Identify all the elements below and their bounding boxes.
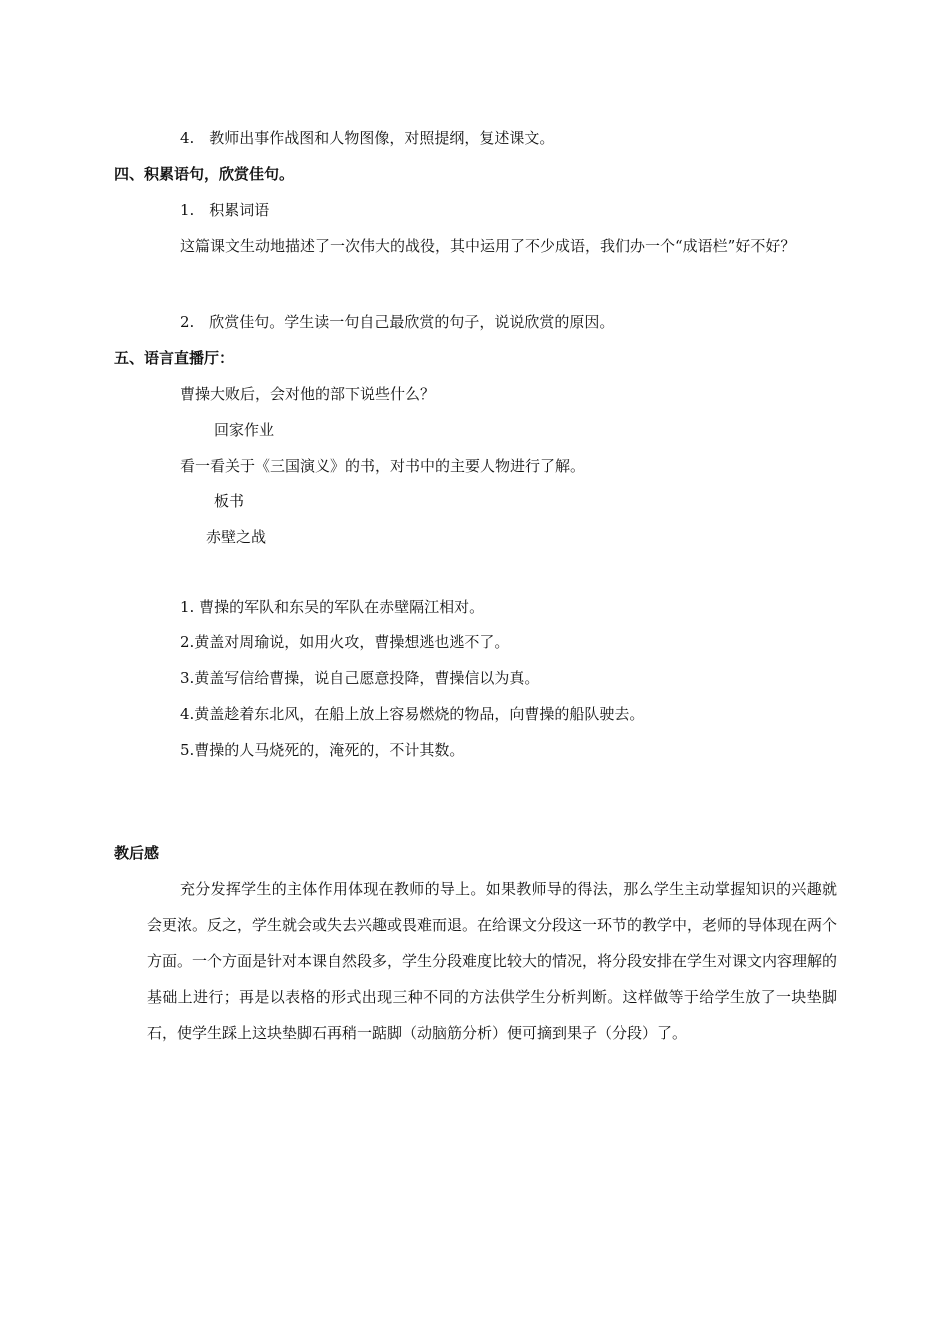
section3-item4: 4. 教师出事作战图和人物图像，对照提纲，复述课文。 [180,129,555,147]
homework-text: 看一看关于《三国演义》的书，对书中的主要人物进行了解。 [180,457,586,475]
section5-heading: 五、语言直播厅： [114,349,235,367]
section4-item1: 1. 积累词语 [180,201,270,219]
board-item: 4.黄盖趁着东北风，在船上放上容易燃烧的物品，向曹操的船队驶去。 [180,705,645,723]
board-label: 板书 [214,492,245,510]
board-item: 2.黄盖对周瑜说，如用火攻，曹操想逃也逃不了。 [180,633,510,651]
section5-question: 曹操大败后，会对他的部下说些什么？ [180,385,436,403]
board-item: 1. 曹操的军队和东吴的军队在赤壁隔江相对。 [180,598,485,616]
section4-heading: 四、积累语句，欣赏佳句。 [114,165,295,183]
reflection-text: 充分发挥学生的主体作用体现在教师的导上。如果教师导的得法，那么学生主动掌握知识的兴趣就会更浓。反之，学生就会或失去兴趣或畏难而退。在给课文分段这一环节的教学中，老师的导体现在两个方面。一个方面是针对本课自然段多，学生分段难度比较大的情况，将分段安排在学生对课文内容理解的基础上进行；再是以表格的形式出现三种不同的方法供学生分析判断。这样做等于给学生放了一块垫脚石，使学生踩上这块垫脚石再稍一踮脚（动脑筋分析）便可摘到果子（分段）了。 [147,880,838,1042]
section4-item1-text: 这篇课文生动地描述了一次伟大的战役，其中运用了不少成语，我们办一个“成语栏”好不好？ [180,237,796,255]
board-item: 3.黄盖写信给曹操，说自己愿意投降，曹操信以为真。 [180,669,540,687]
homework-label: 回家作业 [214,421,275,439]
board-item: 5.曹操的人马烧死的，淹死的，不计其数。 [180,741,465,759]
board-title: 赤壁之战 [206,528,267,546]
section4-item2: 2. 欣赏佳句。学生读一句自己最欣赏的句子，说说欣赏的原因。 [180,313,615,331]
reflection-heading: 教后感 [114,844,160,862]
